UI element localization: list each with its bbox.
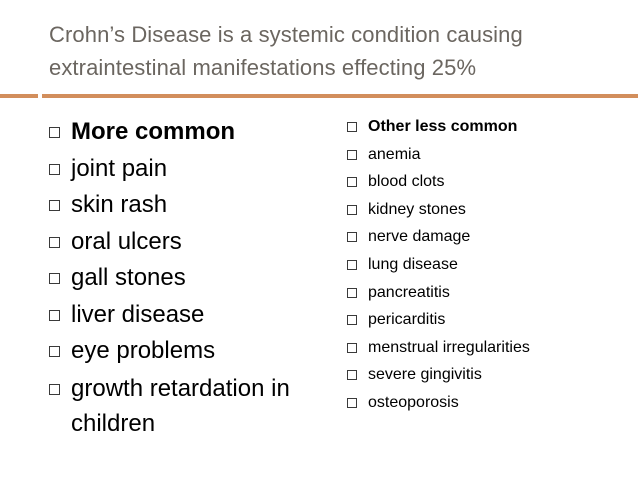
checkbox-square-icon <box>49 384 60 395</box>
list-item-label: nerve damage <box>368 228 471 246</box>
list-item-label: lung disease <box>368 255 458 273</box>
checkbox-square-icon <box>347 232 357 242</box>
checkbox-square-icon <box>49 273 60 284</box>
title-divider-left <box>0 94 38 98</box>
list-item <box>49 187 339 224</box>
checkbox-square-icon <box>49 237 60 248</box>
checkbox-square-icon <box>347 398 357 408</box>
checkbox-square-icon <box>347 315 357 325</box>
list-item <box>344 306 634 334</box>
left-bullet-list <box>49 114 339 441</box>
list-item-label: oral ulcers <box>71 227 182 255</box>
list-item <box>344 361 634 389</box>
list-item-label: anemia <box>368 145 421 163</box>
list-item-label: pancreatitis <box>368 283 450 301</box>
list-item-label: liver disease <box>71 300 205 328</box>
list-item-label: severe gingivitis <box>368 366 482 384</box>
list-item-heading <box>49 114 339 151</box>
slide-title: Crohn’s Disease is a systemic condition causing extraintestinal manifestations effecting 25% <box>49 22 523 80</box>
checkbox-square-icon <box>347 288 357 298</box>
list-item <box>344 251 634 279</box>
list-item-label: pericarditis <box>368 311 446 329</box>
checkbox-square-icon <box>347 370 357 380</box>
list-item <box>344 168 634 196</box>
list-item-label: Other less common <box>368 118 518 135</box>
right-bullet-list <box>344 113 634 417</box>
list-item <box>344 279 634 307</box>
checkbox-square-icon <box>347 150 357 160</box>
list-item-label: kidney stones <box>368 200 466 218</box>
list-item-label: joint pain <box>71 154 168 182</box>
list-item-label: gall stones <box>71 264 186 291</box>
list-item-label: menstrual irregularities <box>368 338 530 356</box>
list-item <box>344 141 634 169</box>
list-item <box>344 389 634 417</box>
list-item <box>344 223 634 251</box>
list-item-label: skin rash <box>71 191 168 218</box>
list-item-label: eye problems <box>71 337 216 364</box>
list-item-label: osteoporosis <box>368 393 459 411</box>
list-item <box>49 151 339 188</box>
checkbox-square-icon <box>49 127 60 138</box>
list-item <box>49 371 339 441</box>
checkbox-square-icon <box>347 343 357 353</box>
list-item-label: More common <box>71 118 236 145</box>
title-divider-right <box>42 94 638 98</box>
list-item-label: growth retardation in children <box>71 374 290 437</box>
list-item <box>49 297 339 334</box>
checkbox-square-icon <box>49 346 60 357</box>
list-item-label: blood clots <box>368 173 445 191</box>
checkbox-square-icon <box>49 200 60 211</box>
list-item <box>49 224 339 261</box>
checkbox-square-icon <box>49 310 60 321</box>
checkbox-square-icon <box>347 205 357 215</box>
list-item <box>49 260 339 297</box>
list-item <box>49 333 339 370</box>
list-item-heading <box>344 113 634 141</box>
checkbox-square-icon <box>49 164 60 175</box>
list-item <box>344 196 634 224</box>
checkbox-square-icon <box>347 260 357 270</box>
checkbox-square-icon <box>347 122 357 132</box>
checkbox-square-icon <box>347 177 357 187</box>
list-item <box>344 334 634 362</box>
